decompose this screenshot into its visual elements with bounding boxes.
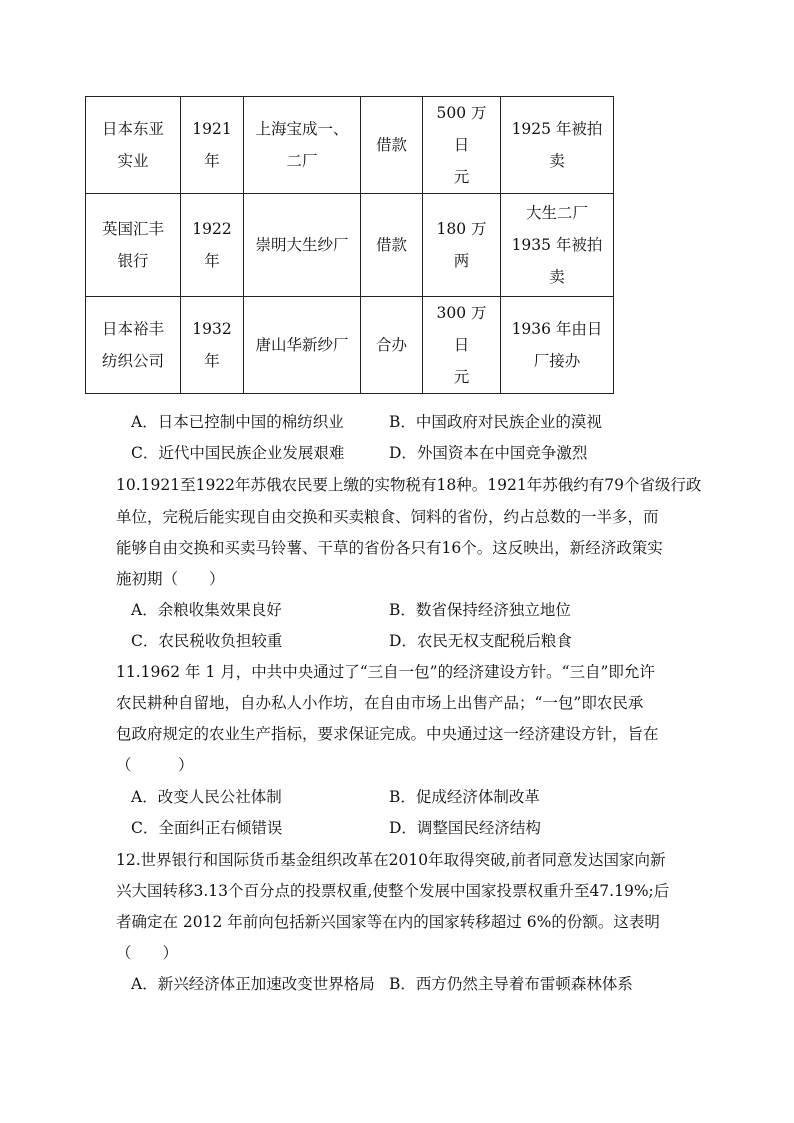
q9-option-d: D．外国资本在中国竞争激烈 — [389, 444, 588, 462]
q9-option-c: C．近代中国民族企业发展艰难 — [131, 444, 345, 462]
table-row — [86, 97, 614, 194]
table-cell: 崇明大生纱厂 — [244, 194, 361, 297]
q11-option-a: A．改变人民公社体制 — [131, 788, 282, 806]
q12-option-b: B．西方仍然主导着布雷顿森林体系 — [389, 975, 633, 993]
q10-option-d: D．农民无权支配税后粮食 — [389, 632, 572, 650]
table-cell: 借款 — [361, 97, 423, 194]
loan-table — [85, 96, 614, 394]
table-cell: 1936 年由日 厂接办 — [501, 297, 614, 394]
table-cell: 300 万日 元 — [423, 297, 501, 394]
q10-option-c: C．农民税收负担较重 — [131, 632, 283, 650]
table-cell: 上海宝成一、 二厂 — [244, 97, 361, 194]
q11-option-d: D．调整国民经济结构 — [389, 819, 541, 837]
q12-line-4: （ ） — [116, 944, 179, 962]
table-cell: 借款 — [361, 194, 423, 297]
table-cell: 180 万两 — [423, 194, 501, 297]
q11-line-1: 11.1962 年 1 月，中共中央通过了“三自一包”的经济建设方针。“三自”即允许 — [116, 663, 655, 681]
table-cell: 英国汇丰 银行 — [86, 194, 181, 297]
table-row — [86, 194, 614, 297]
q11-option-c: C．全面纠正右倾错误 — [131, 819, 283, 837]
q10-line-3: 能够自由交换和买卖马铃薯、干草的省份各只有16个。这反映出，新经济政策实 — [116, 539, 663, 557]
table-cell: 合办 — [361, 297, 423, 394]
q9-option-a: A．日本已控制中国的棉纺织业 — [131, 413, 344, 431]
table-cell: 日本东亚 实业 — [86, 97, 181, 194]
table-cell: 1921 年 — [181, 97, 244, 194]
q10-line-2: 单位，完税后能实现自由交换和买卖粮食、饲料的省份，约占总数的一半多，而 — [116, 508, 659, 526]
q12-line-1: 12.世界银行和国际货币基金组织改革在2010年取得突破,前者同意发达国家向新 — [116, 851, 666, 869]
q10-option-b: B．数省保持经济独立地位 — [389, 601, 571, 619]
table-cell: 大生二厂 1935 年被拍 卖 — [501, 194, 614, 297]
q12-line-3: 者确定在 2012 年前向包括新兴国家等在内的国家转移超过 6%的份额。这表明 — [116, 913, 660, 931]
table-cell: 1932 年 — [181, 297, 244, 394]
q10-option-a: A．余粮收集效果良好 — [131, 601, 282, 619]
table-cell: 唐山华新纱厂 — [244, 297, 361, 394]
q11-line-3: 包政府规定的农业生产指标，要求保证完成。中央通过这一经济建设方针，旨在 — [116, 725, 659, 743]
q11-line-2: 农民耕种自留地，自办私人小作坊，在自由市场上出售产品；“一包”即农民承 — [116, 694, 644, 712]
q12-line-2: 兴大国转移3.13个百分点的投票权重,使整个发展中国家投票权重升至47.19%;后 — [116, 882, 670, 900]
table-cell: 500 万日 元 — [423, 97, 501, 194]
q10-line-4: 施初期（ ） — [116, 570, 225, 588]
table-cell: 1922 年 — [181, 194, 244, 297]
table-cell: 日本裕丰 纺织公司 — [86, 297, 181, 394]
q12-option-a: A．新兴经济体正加速改变世界格局 — [131, 975, 375, 993]
table-row — [86, 297, 614, 394]
table-cell: 1925 年被拍 卖 — [501, 97, 614, 194]
q11-option-b: B．促成经济体制改革 — [389, 788, 540, 806]
q11-line-4: （ ） — [116, 756, 194, 774]
q10-line-1: 10.1921至1922年苏俄农民要上缴的实物税有18种。1921年苏俄约有79个省级行政 — [116, 476, 702, 494]
q9-option-b: B．中国政府对民族企业的漠视 — [389, 413, 602, 431]
